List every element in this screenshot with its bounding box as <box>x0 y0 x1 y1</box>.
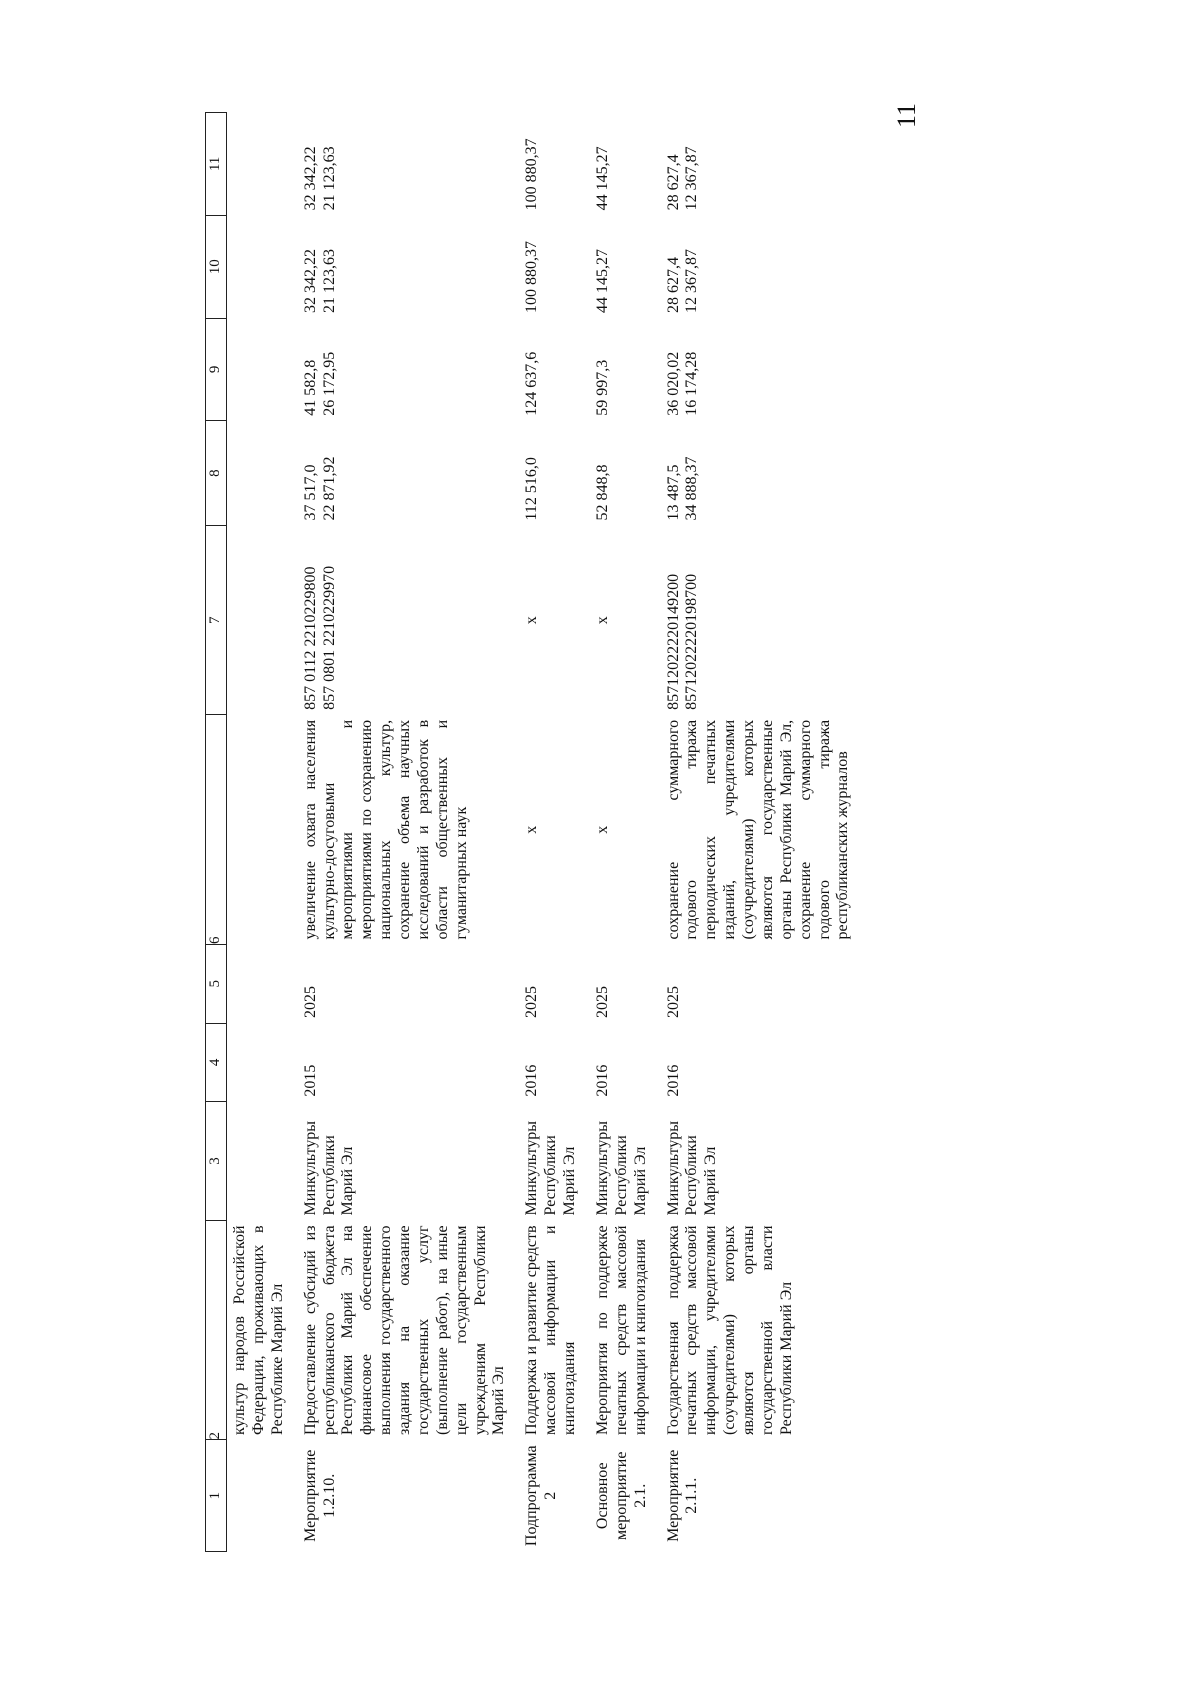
row-title: Поддержка и развитие средств массовой информации и книгоиздания <box>523 1225 578 1435</box>
row-value-8: 112 516,0 <box>523 457 541 521</box>
row-start-year: 2016 <box>593 1064 611 1097</box>
row-kbk <box>661 526 864 715</box>
row-kbk <box>298 526 520 715</box>
row-value-9: 36 020,02 16 174,28 <box>664 351 701 416</box>
row-result: сохранение суммарного годового тиража периодических печатных изданий, учредителями (соучредителями) которых являются государственные органы Республики Марий Эл, сохранение суммарного годового тиража республиканских журналов <box>664 719 852 940</box>
row-kbk: x <box>593 616 611 625</box>
row-kbk: x <box>523 616 541 625</box>
row-end-year: 2025 <box>523 986 541 1019</box>
table-row <box>298 113 520 1552</box>
row-executor: Минкультуры Республики Марий Эл <box>593 1121 649 1216</box>
continuation-row <box>227 113 298 1552</box>
row-code: Мероприятие 1.2.10. <box>301 1449 338 1542</box>
row-result: x <box>593 825 611 834</box>
page-number: 11 <box>892 102 921 128</box>
row-result: x <box>523 825 541 834</box>
header-cell-3: 3 <box>206 1102 227 1221</box>
row-value-11: 44 145,27 <box>593 146 611 211</box>
row-value-11: 28 627,4 12 367,87 <box>664 146 701 211</box>
row-value-9: 59 997,3 <box>593 359 611 416</box>
header-cell-2: 2 <box>206 1220 227 1440</box>
header-cell-5: 5 <box>206 945 227 1024</box>
row-code: Подпрограмма 2 <box>523 1445 560 1547</box>
header-cell-7: 7 <box>206 526 227 715</box>
row-title: Государственная поддержка печатных средств массовой информации, учредителями (соучредителями) которых являются органы государственной власти Республики Марий Эл <box>664 1225 795 1435</box>
row-value-8: 37 517,0 22 871,92 <box>301 456 338 521</box>
kbk-line: 85712022220198700 <box>683 573 701 710</box>
kbk-line: 857 0112 2210229800 <box>301 566 319 710</box>
row-executor: Минкультуры Республики Марий Эл <box>523 1121 578 1216</box>
row-end-year: 2025 <box>301 986 319 1019</box>
row-start-year: 2015 <box>301 1064 319 1097</box>
program-table <box>205 112 863 1552</box>
header-cell-6: 6 <box>206 715 227 945</box>
row-value-10: 28 627,4 12 367,87 <box>664 249 701 314</box>
table-header-row <box>206 113 227 1552</box>
row-value-8: 52 848,8 <box>593 464 611 521</box>
kbk-line: 857 0801 2210229970 <box>320 565 338 710</box>
row-title: Мероприятия по поддержке печатных средств массовой информации и книгоиздания <box>593 1225 649 1435</box>
header-cell-4: 4 <box>206 1023 227 1102</box>
rotated-table-container <box>205 112 1075 1552</box>
table-row <box>590 113 661 1552</box>
table-row <box>661 113 864 1552</box>
row-value-11: 100 880,37 <box>523 138 541 211</box>
header-cell-10: 10 <box>206 215 227 318</box>
table-row <box>519 113 590 1552</box>
kbk-line: 85712022220149200 <box>664 573 682 710</box>
row-executor: Минкультуры Республики Марий Эл <box>664 1121 720 1216</box>
header-cell-8: 8 <box>206 421 227 526</box>
header-cell-1: 1 <box>206 1440 227 1552</box>
continuation-text: культур народов Российской Федерации, проживающих в Республике Марий Эл <box>231 1225 286 1435</box>
row-result: увеличение охвата населения культурно-досуговыми мероприятиями и мероприятиями по сохранению национальных культур, сохранение объема научных исследований и разработок в области общественных и гуманитарных наук <box>301 719 470 940</box>
row-start-year: 2016 <box>523 1064 541 1097</box>
header-cell-11: 11 <box>206 113 227 216</box>
row-title: Предоставление субсидий из республиканского бюджета Республики Марий Эл на финансовое обеспечение выполнения государственного задания на оказание государственных услуг (выполнение работ), на иные цели государственным учреждениям Республики Марий Эл <box>301 1225 508 1435</box>
row-value-11: 32 342,22 21 123,63 <box>301 146 338 211</box>
row-code: Основное мероприятие 2.1. <box>593 1451 649 1540</box>
row-value-9: 41 582,8 26 172,95 <box>301 351 338 416</box>
row-code: Мероприятие 2.1.1. <box>664 1449 701 1542</box>
row-end-year: 2025 <box>664 986 682 1019</box>
row-value-10: 44 145,27 <box>593 249 611 314</box>
row-end-year: 2025 <box>593 986 611 1019</box>
row-value-8: 13 487,5 34 888,37 <box>664 456 701 521</box>
row-value-9: 124 637,6 <box>523 351 541 416</box>
row-executor: Минкультуры Республики Марий Эл <box>301 1121 357 1216</box>
row-start-year: 2016 <box>664 1064 682 1097</box>
row-value-10: 100 880,37 <box>523 241 541 314</box>
header-cell-9: 9 <box>206 318 227 421</box>
row-value-10: 32 342,22 21 123,63 <box>301 249 338 314</box>
